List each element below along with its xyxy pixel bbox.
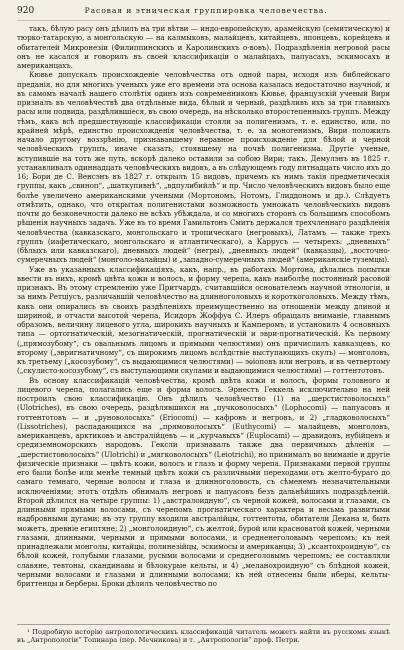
body-text (17, 24, 390, 588)
paragraph: Кювье допускалъ происхожденіе человѣчества отъ одной пары, исходя изъ библейскаго преданія, но для многихъ ученыхъ уже его времени эта основа казалась недостаточно научной, и въ самомъ началѣ нашего столѣтія одинъ изъ современниковъ Кювье, французскій ученый Вири призналъ въ человѣчествѣ два отдѣльные вида, бѣлый и черный, раздѣливъ ихъ за три главныхъ расы или подвида, раздѣлившіеся, въ свою очередь, на нѣсколько второстепенныхъ группъ. Между тѣмъ, какъ всѣ предшествующіе классификаціи стояли за полигенизмъ, т. е. единство, или, по крайней мѣрѣ, единство происхожденія человѣчества, т. е. за моногенизмъ, Вири положилъ начало другому воззрѣнію, признававшему неравное происхожденіе для бѣлой и черной человѣческихъ группъ, иначе сказать, стоявшему на почвѣ полигенизма. Другіе ученые, вступившіе на тотъ же путь, вскорѣ далеко оставили за собою Вири; такъ, Демулэнъ въ 1825 г. устанавливалъ одиннадцать человѣческихъ видовъ, а въ слѣдующемъ году пятнадцать число ихъ до 16; Бори де С. Венсэнъ въ 1827 г. открылъ 15 видовъ, причемъ къ нимъ такія предметическія группы, какъ „свиноп“, „шаткупивнѣ“, „вдпулибийлѣ“ и пр. Число человѣческихъ видовъ было еще болѣе увеличено американскими учеными (Мортономъ, Нотомъ, Глиддономъ и др.). Слѣдуетъ отмѣтить, однако, что открытая полигенистами возможность умножать человѣческихъ видовъ почти до безконечности далеко не всѣхъ убѣждала, и со многихъ сторонъ съ большимъ способомъ рѣшенія научныхъ задачъ. Уже въ то время Гамильтонъ Смитъ держался трехчленнаго раздѣленія человѣчества (кавказскаго, монгольскаго и тропическаго (негровыхъ), Латамъ — также трехъ группъ (иафетическаго, монгольскаго и атлантическаго), а Каррусъ — четырехъ: „дневныхъ“ (бѣлыхъ или кавказскаго), дневныхъ людей“ (негры), „дневныхъ людей“ (кавказцы), „восточно-сумеречныхъ людей“ (монголо-малайцы) и „западно-сумеречныхъ людей“ (американскіе туземцы). (17, 70, 390, 265)
page-number: 920 (17, 6, 35, 16)
paragraph: Въ основу классификацій человѣчества, кромѣ цвѣта кожи и волосъ, формы головного и лицевого черепа, полагались еще и форма волосъ. Эрнестъ Геккель исключительно на ней построилъ свою классификацію. Онъ дѣлилъ человѣчество (1) на „шерстистоволосыхъ“ (Ulotriches), въ свою очередь, раздѣлявшихся на „пучковолосыхъ“ (Lophocomi) — папуасовъ и готтентотовъ — и „руноволосыхъ“ (Eriocomi) — кафровъ и негровъ, и 2) „гладковолосыхъ“ (Lissotriches), распадающихся на „прямоволосыхъ“ (Euthycomi) — малайцевъ, монголовъ, американцевъ, арктиковъ и австралійцевъ — и „курчавыхъ“ (Euplocami) — дравидовъ, нубійцевъ и средиземноморскихъ народовъ. Гексли признавалъ также два первичныхъ дѣленія — „шерстистоволосыхъ“ (Ulotrichi) и „мягковолосыхъ“ (Leiotrichi), но принималъ во вниманіе и другіе физическіе признаки — цвѣтъ кожи, волосъ и глазъ и форму черепа. Признаками первой группы его были болѣе или менѣе темный цвѣтъ кожи съ различными переходами отъ желто-бураго до самаго темнаго, черные волосы и глаза и длинноголовость, съ сѣменемъ незначительными исключеніями; этотъ отдѣлъ обнималъ негровъ и папуасовъ безъ дальнѣйшихъ подраздѣленій. Второй дѣлился на четыре группы: 1) „австралоидную“, съ черной кожей, волосами и глазами, съ длинными прямыми волосами, съ черепомъ прогнатическаго характера и весьма развитыми надбровными дугами; въ эту группу входили австралійцы, готтентоты, обитатели Декана и, быть можетъ, древніе египтяне; 2) „монголоидную“, съ желтой, бурой или красноватой кожей, черными глазами, длинными, черными и прямыми волосами, и средненеголовымъ черепомъ; къ ней принадлежали монголы, китайцы, полинезійцы, эскимосы и американцы; 3) „ксантохроидную“, съ бѣлой кожей, голубыми глазами, русыми волосами и среднеголовымъ черепомъ; ее составляли славяне, тевтоны, скандинавы и бѣлокурые кельты, и 4) „меланохроидную“ съ блѣдной кожей, черными волосами и глазами и длинными волосами; къ ней отнесены были иберы, кельты-бриттенцы и берберы. Броки дѣлилъ человѣчество по (17, 375, 390, 588)
paragraph: Уже въ указанныхъ классификаціяхъ, какъ, напр., въ работахъ Мортона, дѣлались попытки ввести въ нихъ, кромѣ цвѣта кожи и волосъ, и форму черепа, какъ наиболѣе постоянный расовой признакъ. Въ этому стремленію уже Притчардъ, считавшійся основателемъ научной этнологіи, и за нимъ Ретціусъ, различавшій человѣчество на длинноголовыхъ и короткоголовыхъ. Между тѣмъ, какъ они опирались въ своихъ раздѣленіяхъ преимущественно на отношеніи между длиной и шириной, и отчасти высотой черепа, Исидоръ Жоффуа С. Илеръ обращалъ вниманіе, главнымъ образомъ, величину лицевого угла, широкихъ научныхъ и Камперомъ, и установилъ 4 основныхъ типа — ортогнатическій, мезогнатическій, прогнатическій и эври-прогнатическій. Къ первому („прямозубому“, съ овальнымъ лицомъ и прямыми челюстями) онъ причислилъ кавказцевъ, ко второму („эвригнатичному“, съ широкимъ лицомъ вслѣдствіе выступающихъ скулъ) — монголовъ, къ третьему („косозубому“, съ выдающимися челюстями) — эѳіоповъ или негровъ, и въ четвертому („скулисто-косозубому“, съ выступающими скулами и выдающимися челюстями) — готтентотовъ. (17, 264, 390, 376)
running-header (17, 6, 390, 21)
footnote-text: ¹ Подробную исторію антропологическихъ классификацій читатель можетъ найти въ русскомъ языкѣ въ „Антропологіи“ Топинара (пер. Мечникова) и т. „Антропологіи“ проф. Петри. (17, 627, 390, 644)
footnote (17, 624, 390, 644)
running-title: Расовая и этническая группировка человечества. (84, 6, 328, 15)
paragraph: такъ, бѣлую расу онъ дѣлилъ на три вѣтви — индо-европейскую, арамейскую (семитическую) и тюрко-татарскую, а монгольскую — на калмыковъ, малайцевъ, китайцевъ, японцевъ, корейцевъ и обитателей Микронезіи (Филиппинскихъ и Каролинскихъ о-вовъ). Подраздѣленія негровой расы онъ не касался и говорилъ въ своей классификаціи о малайцахъ, папуасахъ, эскимосахъ и американцахъ. (17, 24, 390, 70)
